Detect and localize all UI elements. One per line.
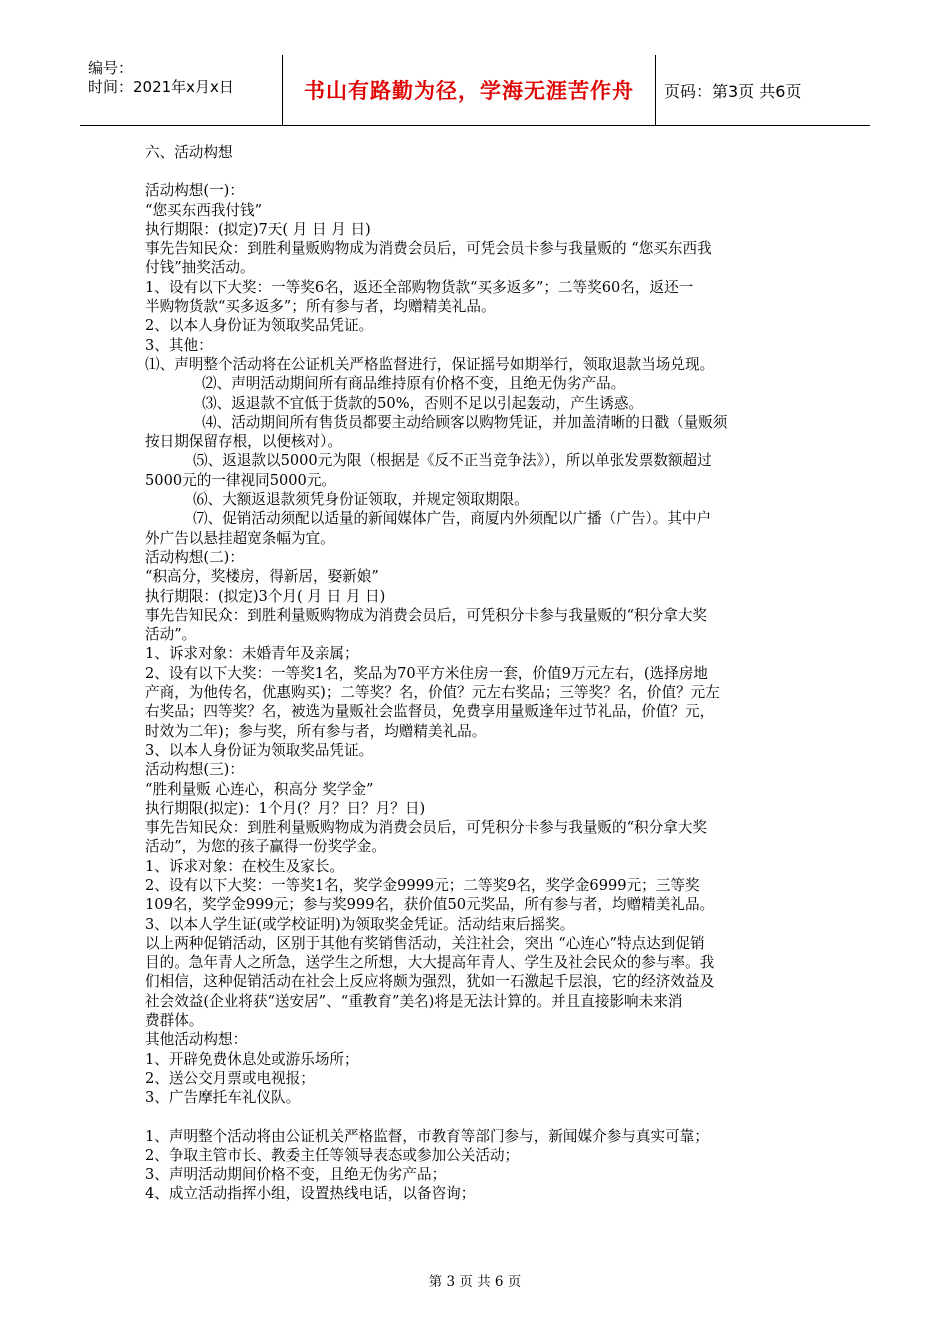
text-line: ⑶、返退款不宜低于货款的50%，否则不足以引起轰动，产生诱惑。 xyxy=(202,394,644,412)
text-line: 事先告知民众：到胜利量贩购物成为消费会员后，可凭会员卡参与我量贩的 “您买东西我 xyxy=(145,240,712,258)
text-line: 按日期保留存根，以便核对）。 xyxy=(145,433,343,451)
plan-heading: 活动构想(三)： xyxy=(145,761,244,779)
text-line: 付钱”抽奖活动。 xyxy=(145,259,255,277)
text-line: 活动”。 xyxy=(145,626,197,644)
blank-line xyxy=(145,1108,815,1127)
page-footer: 第 3 页 共 6 页 xyxy=(428,1274,522,1290)
text-line: ⑵、声明活动期间所有商品维持原有价格不变，且绝无伪劣产品。 xyxy=(202,375,626,393)
text-line: 外广告以悬挂超宽条幅为宜。 xyxy=(145,529,335,547)
plan-slogan: “积高分，奖楼房，得新居，娶新娘” xyxy=(145,568,379,586)
plan-heading: 1、开辟免费休息处或游乐场所； xyxy=(145,1050,359,1068)
text-line: 产商，为他传名，优惠购买)；二等奖？名，价值？元左右奖品；三等奖？名，价值？元左 xyxy=(145,684,720,702)
document-body xyxy=(145,143,815,1204)
text-line: 1、诉求对象：未婚青年及亲属； xyxy=(145,645,359,663)
text-line: ⑺、促销活动须配以适量的新闻媒体广告，商厦内外须配以广播（广告）。其中户 xyxy=(193,510,712,528)
text-line: 事先告知民众：到胜利量贩购物成为消费会员后，可凭积分卡参与我量贩的“积分拿大奖 xyxy=(145,819,708,837)
text-line: 109名，奖学金999元；参与奖999名，获价值50元奖品，所有参与者，均赠精美礼品。 xyxy=(145,896,715,914)
text-line: 3、广告摩托车礼仪队。 xyxy=(145,1089,301,1107)
text-line: ⑹、大额返退款须凭身份证领取，并规定领取期限。 xyxy=(193,491,529,509)
text-line: 时效为二年)；参与奖，所有参与者，均赠精美礼品。 xyxy=(145,722,487,740)
motto-cell xyxy=(282,55,656,125)
text-line: 2、以本人身份证为领取奖品凭证。 xyxy=(145,317,374,335)
section-heading: 六、活动构想 xyxy=(145,144,233,161)
text-line: 2、设有以下大奖：一等奖1名，奖品为70平方米住房一套，价值9万元左右，(选择房地 xyxy=(145,664,708,682)
time-label: 时间：2021年x月x日 xyxy=(88,78,234,96)
plan-heading: 活动构想(一)： xyxy=(145,182,244,200)
text-line: 们相信，这种促销活动在社会上反应将颇为强烈，犹如一石激起千层浪，它的经济效益及 xyxy=(145,973,715,991)
plan-slogan: “您买东西我付钱” xyxy=(145,201,263,219)
text-line: 2、设有以下大奖：一等奖1名，奖学金9999元；二等奖9名，奖学金6999元；三等奖 xyxy=(145,876,700,894)
text-line: ⑴、声明整个活动将在公证机关严格监督进行，保证摇号如期举行，领取退款当场兑现。 xyxy=(145,355,715,373)
text-line: 3、以本人身份证为领取奖品凭证。 xyxy=(145,741,374,759)
text-line: 3、以本人学生证(或学校证明)为领取奖金凭证。活动结束后摇奖。 xyxy=(145,915,575,933)
text-line: 费群体。 xyxy=(145,1012,204,1030)
text-line: 执行期限：(拟定)7天( 月 日 月 日) xyxy=(145,220,371,238)
header-meta xyxy=(88,59,234,97)
page-header xyxy=(80,55,870,126)
text-line: 2、送公交月票或电视报； xyxy=(145,1069,315,1087)
text-line: 3、声明活动期间价格不变，且绝无伪劣产品； xyxy=(145,1166,447,1184)
text-line: 1、设有以下大奖：一等奖6名，返还全部购物货款“买多返多”；二等奖60名，返还一 xyxy=(145,278,694,296)
section-heading: 1、声明整个活动将由公证机关严格监督，市教育等部门参与，新闻媒介参与真实可靠； xyxy=(145,1127,709,1145)
text-line: 1、诉求对象：在校生及家长。 xyxy=(145,857,345,875)
text-line: 执行期限：(拟定)3个月( 月 日 月 日) xyxy=(145,587,386,605)
text-line: 2、争取主管市长、教委主任等领导表态或参加公关活动； xyxy=(145,1146,520,1164)
text-line: ⑷、活动期间所有售货员都要主动给顾客以购物凭证，并加盖清晰的日戳（量贩须 xyxy=(202,413,728,431)
text-line: 社会效益(企业将获“送安居”、“重教育”美名)将是无法计算的。并且直接影响未来消 xyxy=(145,992,683,1010)
text-line: ⑸、返退款以5000元为限（根据是《反不正当竞争法》），所以单张发票数额超过 xyxy=(193,452,712,470)
text-line: 目的。急年青人之所急，送学生之所想，大大提高年青人、学生及社会民众的参与率。我 xyxy=(145,954,715,972)
text-line: 以上两种促销活动，区别于其他有奖销售活动，关注社会，突出 “心连心”特点达到促销 xyxy=(145,934,705,952)
text-line: 右奖品；四等奖？名，被选为量贩社会监督员，免费享用量贩逢年过节礼品，价值？元， xyxy=(145,703,715,721)
text-line: 4、成立活动指挥小组，设置热线电话，以备咨询； xyxy=(145,1185,476,1203)
text-line: 半购物货款“买多返多”；所有参与者，均赠精美礼品。 xyxy=(145,298,496,316)
text-line: 5000元的一律视同5000元。 xyxy=(145,471,337,489)
blank-line xyxy=(145,162,815,181)
text-line: 活动”，为您的孩子赢得一份奖学金。 xyxy=(145,838,386,856)
page-number-label: 页码：第3页 共6页 xyxy=(664,82,802,101)
number-label: 编号： xyxy=(88,59,134,77)
plan-slogan: “胜利量贩 心连心，积高分 奖学金” xyxy=(145,780,374,798)
plan-heading: 活动构想(二)： xyxy=(145,548,244,566)
text-line: 事先告知民众：到胜利量贩购物成为消费会员后，可凭积分卡参与我量贩的“积分拿大奖 xyxy=(145,606,708,624)
text-line: 3、其他： xyxy=(145,336,213,354)
motto: 书山有路勤为径，学海无涯苦作舟 xyxy=(304,79,634,103)
text-line: 执行期限(拟定)：1个月(？月？日？月？日) xyxy=(145,799,426,817)
text-line: 其他活动构想： xyxy=(145,1031,248,1049)
